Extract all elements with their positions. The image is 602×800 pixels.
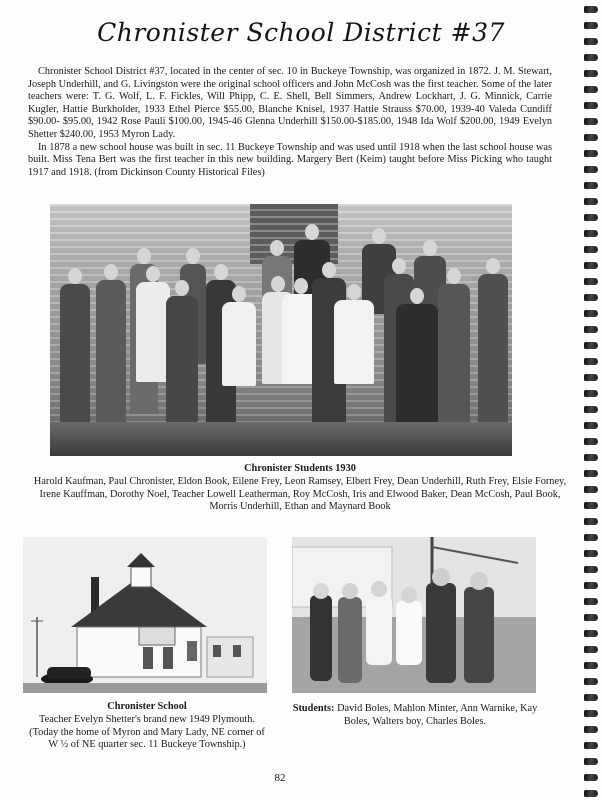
binding-coil: [584, 118, 598, 125]
caption-title: Chronister School: [107, 701, 187, 712]
binding-coil: [584, 486, 598, 493]
article-body: [28, 66, 552, 179]
binding-coil: [584, 598, 598, 605]
binding-coil: [584, 326, 598, 333]
binding-coil: [584, 294, 598, 301]
binding-coil: [584, 342, 598, 349]
paragraph-1: Chronister School District #37, located in the center of sec. 10 in Buckeye Township, was organized in 1872. J. M. Stewart, Joseph Underhill, and G. Livingston were the original school officers and John McCosh was the first teacher. Some of the later teachers were: T. G. Wolf, L. F. Fickles, Will Phipp, C. E. Shell, Bell Simmers, Andrew Lockhart, J. G. Minnick, Carrie Kugler, Hattie Burkholder, 1933 Ethel Pierce $55.00, Blanche Knisel, 1937 Hattie Strauss $70.00, 1939-40 Valeda Cundiff $90.00- $95.00, 1942 Rose Pauli $100.00, 1945-46 Glenna Underhill $150.00-$185.00, 1948 Ida Wolf $200.00, 1949 Evelyn Shetter $240.00, 1953 Myron Lady.: [28, 66, 552, 140]
students-1930-caption: [30, 463, 570, 514]
binding-coil: [584, 310, 598, 317]
caption-title: Chronister Students 1930: [244, 463, 356, 474]
page-title: Chronister School District #37: [97, 18, 505, 47]
binding-coil: [584, 390, 598, 397]
binding-coil: [584, 470, 598, 477]
school-house-caption: [24, 701, 270, 752]
students-photo-2-caption: [290, 703, 540, 729]
school-house-photo: [23, 537, 267, 693]
binding-coil: [584, 22, 598, 29]
binding-coil: [584, 534, 598, 541]
binding-coil: [584, 582, 598, 589]
binding-coil: [584, 550, 598, 557]
binding-coil: [584, 694, 598, 701]
spiral-binding: [580, 0, 602, 800]
binding-coil: [584, 358, 598, 365]
binding-coil: [584, 742, 598, 749]
page-number: 82: [274, 772, 286, 784]
paragraph-2: In 1878 a new school house was built in sec. 11 Buckeye Township and was used until 1918 when the last school house was built. Miss Tena Bert was the first teacher in this new building. Margery Bert (Keim) taught before Miss Picking who taught 1917 and 1918. (from Dickinson County Historical Files): [28, 141, 552, 178]
students-1930-photo: [50, 204, 512, 456]
binding-coil: [584, 406, 598, 413]
students-photo-2: [292, 537, 536, 693]
school-house-illustration: [23, 537, 267, 693]
caption-text: Teacher Evelyn Shetter's brand new 1949 Plymouth. (Today the home of Myron and Mary Lady, NE corner of W ½ of NE quarter sec. 11 Buckeye Township.): [29, 713, 265, 751]
binding-coil: [584, 646, 598, 653]
binding-coil: [584, 86, 598, 93]
binding-coil: [584, 678, 598, 685]
binding-coil: [584, 246, 598, 253]
binding-coil: [584, 710, 598, 717]
binding-coil: [584, 566, 598, 573]
binding-coil: [584, 518, 598, 525]
binding-coil: [584, 150, 598, 157]
binding-coil: [584, 38, 598, 45]
caption-names: Harold Kaufman, Paul Chronister, Eldon Book, Eilene Frey, Leon Ramsey, Elbert Frey, Dean Underhill, Ruth Frey, Elsie Forney, Irene Kauffman, Dorothy Noel, Teacher Lowell Leatherman, Roy McCosh, Iris and Elwood Baker, Dean McCosh, Paul Book, Morris Underhill, Ethan and Maynard Book: [33, 475, 567, 513]
binding-coil: [584, 790, 598, 797]
binding-coil: [584, 70, 598, 77]
binding-coil: [584, 166, 598, 173]
binding-coil: [584, 262, 598, 269]
binding-coil: [584, 614, 598, 621]
binding-coil: [584, 438, 598, 445]
binding-coil: [584, 182, 598, 189]
binding-coil: [584, 54, 598, 61]
binding-coil: [584, 6, 598, 13]
binding-coil: [584, 774, 598, 781]
binding-coil: [584, 102, 598, 109]
caption-text: David Boles, Mahlon Minter, Ann Warnike, Kay Boles, Walters boy, Charles Boles.: [337, 703, 538, 727]
binding-coil: [584, 662, 598, 669]
binding-coil: [584, 198, 598, 205]
binding-coil: [584, 422, 598, 429]
binding-coil: [584, 502, 598, 509]
binding-coil: [584, 454, 598, 461]
binding-coil: [584, 374, 598, 381]
binding-coil: [584, 214, 598, 221]
binding-coil: [584, 758, 598, 765]
binding-coil: [584, 726, 598, 733]
caption-label: Students:: [292, 703, 335, 714]
binding-coil: [584, 134, 598, 141]
binding-coil: [584, 630, 598, 637]
binding-coil: [584, 230, 598, 237]
binding-coil: [584, 278, 598, 285]
students-illustration: [292, 537, 536, 693]
